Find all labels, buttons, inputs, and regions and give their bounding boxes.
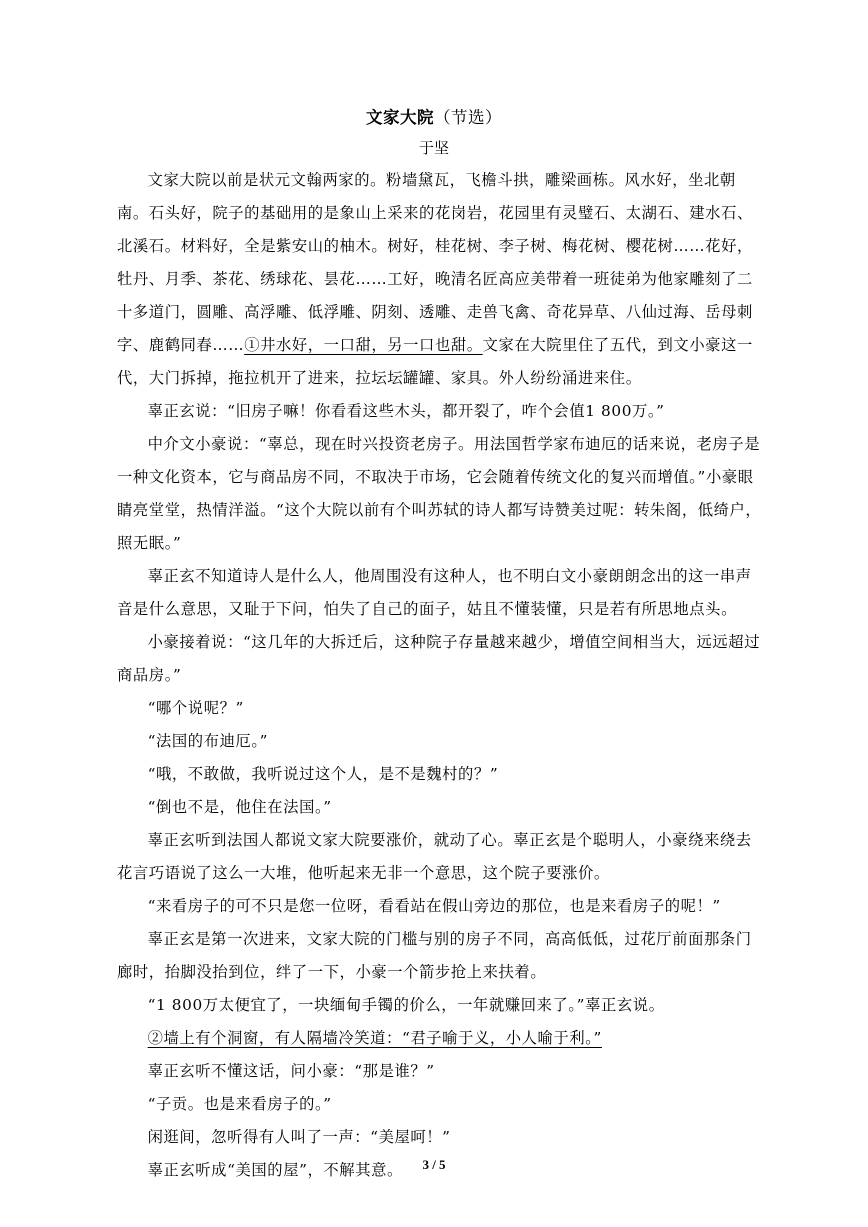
page-number: 3 / 5 — [422, 1157, 446, 1172]
paragraph: 闲逛间，忽听得有人叫了一声：“美屋呵！” — [147, 1128, 451, 1146]
paragraph: 辜正玄说：“旧房子嘛！你看看这些木头，都开裂了，咋个会值1 800万。” — [147, 402, 665, 420]
underlined-sentence-2: ②墙上有个洞窗，有人隔墙冷笑道：“君子喻于义，小人喻于利。” — [147, 1029, 602, 1047]
paragraph: 辜正玄听到法国人都说文家大院要涨价，就动了心。辜正玄是个聪明人，小豪绕来绕去花言巧语说了这么一大堆，他听起来无非一个意思，这个院子要涨价。 — [117, 831, 752, 882]
paragraph — [117, 1022, 763, 1055]
title-main: 文家大院 — [366, 108, 434, 127]
paragraph: “哪个说呢？” — [147, 699, 244, 717]
paragraph: 辜正玄听成“美国的屋”，不解其意。 — [147, 1161, 403, 1179]
author-name: 于坚 — [418, 139, 449, 157]
paragraph: “法国的布迪厄。” — [147, 732, 269, 750]
underlined-sentence-1: ①井水好，一口甜，另一口也甜。 — [244, 336, 483, 354]
article-title — [0, 104, 868, 128]
paragraph: 辜正玄不知道诗人是什么人，他周围没有这种人，也不明白文小豪朗朗念出的这一串声音是什么意思，又耻于下问，怕失了自己的面子，姑且不懂装懂，只是若有所思地点头。 — [117, 567, 752, 618]
paragraph: 小豪接着说：“这几年的大拆迁后，这种院子存量越来越少，增值空间相当大，远远超过商品房。” — [117, 633, 761, 684]
paragraph: “1 800万太便宜了，一块缅甸手镯的价么，一年就赚回来了。”辜正玄说。 — [147, 996, 665, 1014]
paragraph: 中介文小豪说：“辜总，现在时兴投资老房子。用法国哲学家布迪厄的话来说，老房子是一种文化资本，它与商品房不同，不取决于市场，它会随着传统文化的复兴而增值。”小豪眼睛亮堂堂，热情洋溢。“这个大院以前有个叫苏轼的诗人都写诗赞美过呢：转朱阁，低绮户，照无眠。” — [117, 435, 762, 552]
title-sub: （节选） — [434, 108, 502, 127]
paragraph: “来看房子的可不只是您一位呀，看看站在假山旁边的那位，也是来看房子的呢！” — [147, 897, 721, 915]
paragraph: 文家大院以前是状元文翰两家的。粉墙黛瓦，飞檐斗拱，雕梁画栋。风水好，坐北朝南。石头好，院子的基础用的是象山上采来的花岗岩，花园里有灵璧石、太湖石、建水石、北溪石。材料好，全是紫安山的柚木。树好，桂花树、李子树、梅花树、樱花树……花好，牡丹、月季、茶花、绣球花、昙花……工好，晚清名匠高应美带着一班徒弟为他家雕刻了二十多道门，圆雕、高浮雕、低浮雕、阴刻、透雕、走兽飞禽、奇花异草、八仙过海、岳母刺字、鹿鹤同春……①井水好，一口甜，另一口也甜。文家在大院里住了五代，到文小豪这一代，大门拆掉，拖拉机开了进来，拉坛坛罐罐、家具。外人纷纷涌进来住。 — [117, 171, 753, 387]
paragraph: 辜正玄听不懂这话，问小豪：“那是谁？” — [147, 1062, 435, 1080]
paragraph: “子贡。也是来看房子的。” — [147, 1095, 332, 1113]
paragraph: “倒也不是，他住在法国。” — [147, 798, 332, 816]
paragraph: “哦，不敢做，我听说过这个人，是不是魏村的？” — [147, 765, 499, 783]
paragraph: 辜正玄是第一次进来，文家大院的门槛与别的房子不同，高高低低，过花厅前面那条门廊时，抬脚没抬到位，绊了一下，小豪一个箭步抢上来扶着。 — [117, 930, 752, 981]
article-body — [117, 164, 763, 1187]
